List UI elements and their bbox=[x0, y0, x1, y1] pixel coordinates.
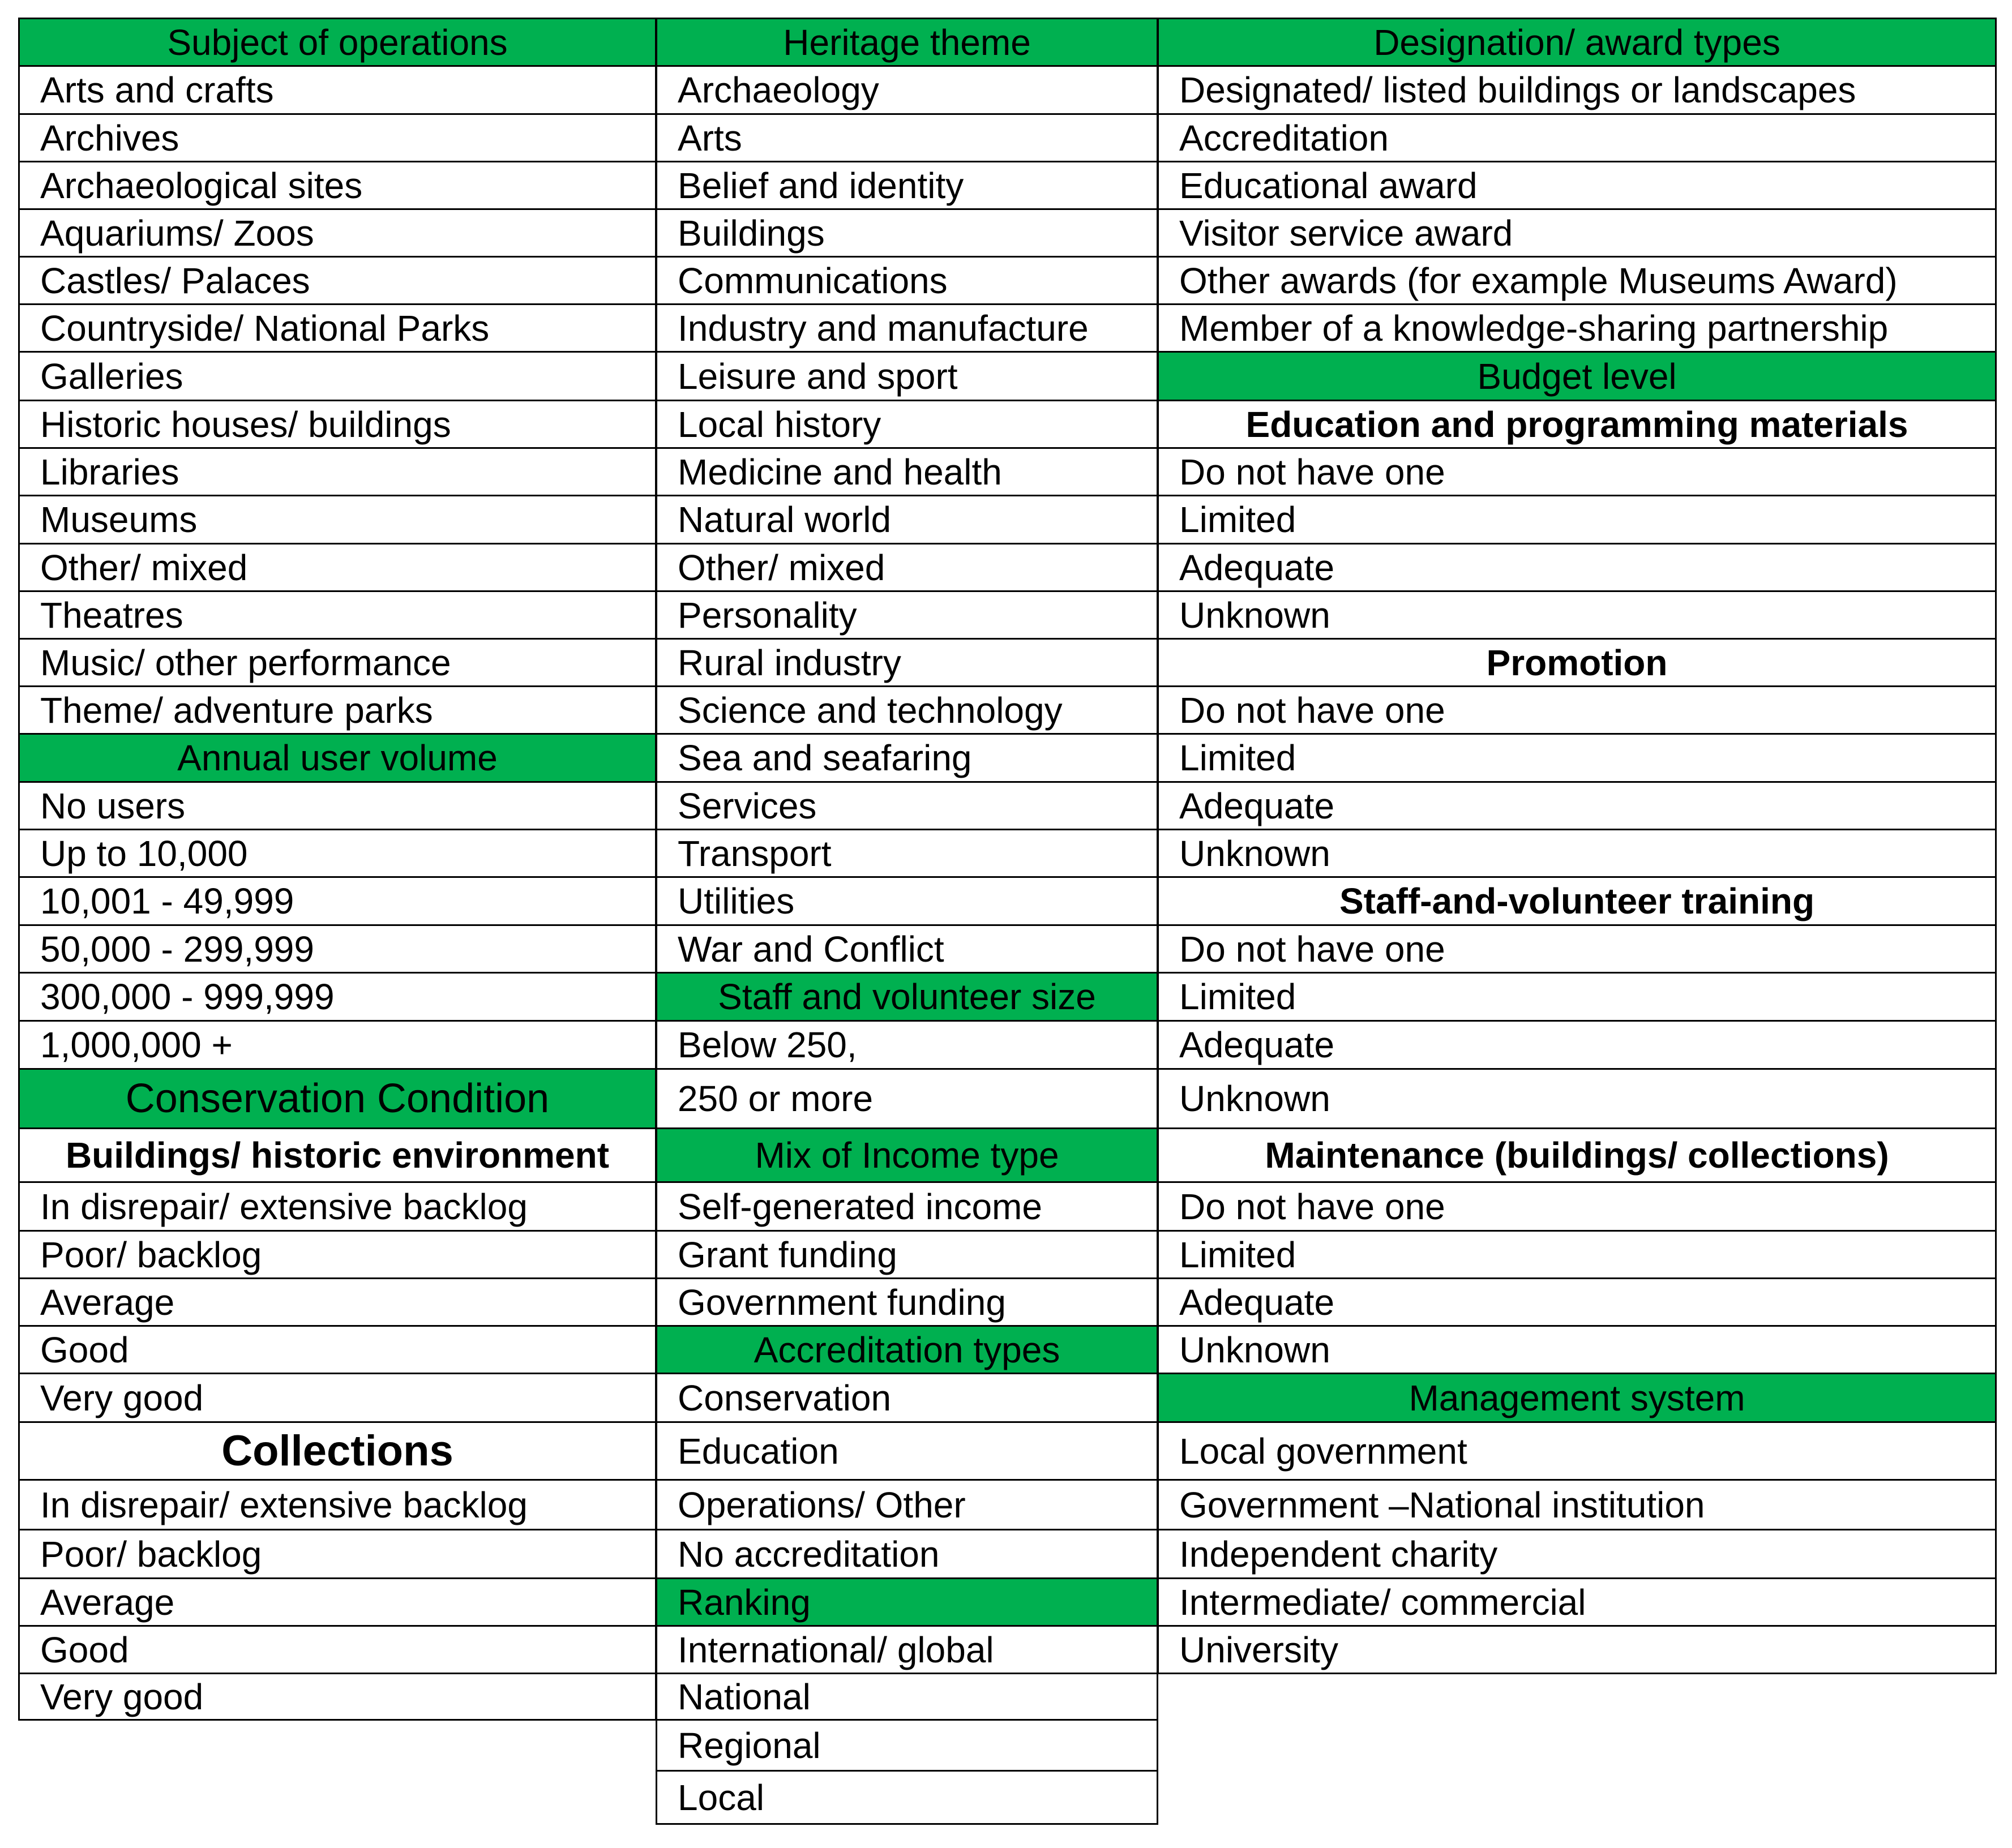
cell-utilities: Utilities bbox=[656, 876, 1158, 926]
cell-services: Services bbox=[656, 781, 1158, 830]
cell-do-not-have-one: Do not have one bbox=[1157, 1181, 1997, 1232]
cell-1-000-000: 1,000,000 + bbox=[18, 1020, 657, 1070]
cell-limited: Limited bbox=[1157, 972, 1997, 1022]
cell-arts-and-crafts: Arts and crafts bbox=[18, 65, 657, 115]
subheader-collections: Collections bbox=[18, 1421, 657, 1481]
section-header-staff-and-volunteer-size: Staff and volunteer size bbox=[656, 972, 1158, 1022]
cell-in-disrepair-extensive-backlog: In disrepair/ extensive backlog bbox=[18, 1181, 657, 1232]
cell-visitor-service-award: Visitor service award bbox=[1157, 208, 1997, 258]
cell-accreditation: Accreditation bbox=[1157, 113, 1997, 162]
section-header-subject-of-operations: Subject of operations bbox=[18, 18, 657, 67]
subheader-education-and-programming-materials: Education and programming materials bbox=[1157, 400, 1997, 449]
cell-belief-and-identity: Belief and identity bbox=[656, 161, 1158, 210]
cell-intermediate-commercial: Intermediate/ commercial bbox=[1157, 1577, 1997, 1627]
cell-conservation: Conservation bbox=[656, 1373, 1158, 1423]
cell-10-001-49-999: 10,001 - 49,999 bbox=[18, 876, 657, 926]
cell-education: Education bbox=[656, 1421, 1158, 1481]
subject-of-operations-column bbox=[18, 19, 657, 1721]
cell-personality: Personality bbox=[656, 590, 1158, 640]
cell-theme-adventure-parks: Theme/ adventure parks bbox=[18, 685, 657, 735]
cell-up-to-10-000: Up to 10,000 bbox=[18, 829, 657, 878]
cell-unknown: Unknown bbox=[1157, 1325, 1997, 1374]
cell-national: National bbox=[656, 1673, 1158, 1721]
section-header-budget-level: Budget level bbox=[1157, 351, 1997, 401]
cell-archaeology: Archaeology bbox=[656, 65, 1158, 115]
cell-50-000-299-999: 50,000 - 299,999 bbox=[18, 924, 657, 974]
cell-other-mixed: Other/ mixed bbox=[656, 543, 1158, 592]
cell-archaeological-sites: Archaeological sites bbox=[18, 161, 657, 210]
designation-column bbox=[1157, 19, 1997, 1674]
section-header-designation-award-types: Designation/ award types bbox=[1157, 18, 1997, 67]
cell-local-government: Local government bbox=[1157, 1421, 1997, 1481]
section-header-accreditation-types: Accreditation types bbox=[656, 1325, 1158, 1374]
cell-theatres: Theatres bbox=[18, 590, 657, 640]
cell-adequate: Adequate bbox=[1157, 1020, 1997, 1070]
cell-castles-palaces: Castles/ Palaces bbox=[18, 256, 657, 305]
cell-rural-industry: Rural industry bbox=[656, 638, 1158, 687]
cell-very-good: Very good bbox=[18, 1373, 657, 1423]
subheader-staff-and-volunteer-training: Staff-and-volunteer training bbox=[1157, 876, 1997, 926]
cell-unknown: Unknown bbox=[1157, 590, 1997, 640]
cell-unknown: Unknown bbox=[1157, 829, 1997, 878]
cell-regional: Regional bbox=[656, 1719, 1158, 1772]
cell-300-000-999-999: 300,000 - 999,999 bbox=[18, 972, 657, 1022]
cell-leisure-and-sport: Leisure and sport bbox=[656, 351, 1158, 401]
cell-limited: Limited bbox=[1157, 733, 1997, 783]
cell-designated-listed-buildings-or-landscapes: Designated/ listed buildings or landscapes bbox=[1157, 65, 1997, 115]
cell-communications: Communications bbox=[656, 256, 1158, 305]
cell-archives: Archives bbox=[18, 113, 657, 162]
cell-poor-backlog: Poor/ backlog bbox=[18, 1529, 657, 1579]
cell-international-global: International/ global bbox=[656, 1625, 1158, 1674]
cell-transport: Transport bbox=[656, 829, 1158, 878]
cell-very-good: Very good bbox=[18, 1673, 657, 1721]
cell-good: Good bbox=[18, 1325, 657, 1374]
cell-average: Average bbox=[18, 1277, 657, 1327]
section-header-management-system: Management system bbox=[1157, 1373, 1997, 1423]
cell-local-history: Local history bbox=[656, 400, 1158, 449]
cell-250-or-more: 250 or more bbox=[656, 1068, 1158, 1129]
cell-industry-and-manufacture: Industry and manufacture bbox=[656, 303, 1158, 353]
cell-galleries: Galleries bbox=[18, 351, 657, 401]
cell-government-national-institution: Government –National institution bbox=[1157, 1479, 1997, 1530]
cell-grant-funding: Grant funding bbox=[656, 1230, 1158, 1279]
cell-do-not-have-one: Do not have one bbox=[1157, 685, 1997, 735]
cell-libraries: Libraries bbox=[18, 447, 657, 496]
cell-medicine-and-health: Medicine and health bbox=[656, 447, 1158, 496]
cell-music-other-performance: Music/ other performance bbox=[18, 638, 657, 687]
cell-average: Average bbox=[18, 1577, 657, 1627]
cell-adequate: Adequate bbox=[1157, 1277, 1997, 1327]
cell-poor-backlog: Poor/ backlog bbox=[18, 1230, 657, 1279]
section-header-heritage-theme: Heritage theme bbox=[656, 18, 1158, 67]
cell-museums: Museums bbox=[18, 495, 657, 544]
cell-unknown: Unknown bbox=[1157, 1068, 1997, 1129]
section-header-ranking: Ranking bbox=[656, 1577, 1158, 1627]
heritage-theme-column bbox=[656, 19, 1158, 1825]
cell-limited: Limited bbox=[1157, 1230, 1997, 1279]
cell-aquariums-zoos: Aquariums/ Zoos bbox=[18, 208, 657, 258]
cell-war-and-conflict: War and Conflict bbox=[656, 924, 1158, 974]
subheader-buildings-historic-environment: Buildings/ historic environment bbox=[18, 1127, 657, 1183]
cell-educational-award: Educational award bbox=[1157, 161, 1997, 210]
cell-do-not-have-one: Do not have one bbox=[1157, 924, 1997, 974]
subheader-promotion: Promotion bbox=[1157, 638, 1997, 687]
cell-no-accreditation: No accreditation bbox=[656, 1529, 1158, 1579]
section-header-mix-of-income-type: Mix of Income type bbox=[656, 1127, 1158, 1183]
subheader-maintenance-buildings-collections: Maintenance (buildings/ collections) bbox=[1157, 1127, 1997, 1183]
cell-sea-and-seafaring: Sea and seafaring bbox=[656, 733, 1158, 783]
cell-university: University bbox=[1157, 1625, 1997, 1674]
cell-countryside-national-parks: Countryside/ National Parks bbox=[18, 303, 657, 353]
cell-self-generated-income: Self-generated income bbox=[656, 1181, 1158, 1232]
cell-historic-houses-buildings: Historic houses/ buildings bbox=[18, 400, 657, 449]
cell-in-disrepair-extensive-backlog: In disrepair/ extensive backlog bbox=[18, 1479, 657, 1530]
cell-no-users: No users bbox=[18, 781, 657, 830]
cell-science-and-technology: Science and technology bbox=[656, 685, 1158, 735]
cell-do-not-have-one: Do not have one bbox=[1157, 447, 1997, 496]
cell-operations-other: Operations/ Other bbox=[656, 1479, 1158, 1530]
cell-member-of-a-knowledge-sharing-partnership: Member of a knowledge-sharing partnership bbox=[1157, 303, 1997, 353]
cell-adequate: Adequate bbox=[1157, 543, 1997, 592]
cell-below-250: Below 250, bbox=[656, 1020, 1158, 1070]
cell-other-mixed: Other/ mixed bbox=[18, 543, 657, 592]
cell-good: Good bbox=[18, 1625, 657, 1674]
cell-government-funding: Government funding bbox=[656, 1277, 1158, 1327]
cell-local: Local bbox=[656, 1770, 1158, 1825]
section-header-conservation-condition: Conservation Condition bbox=[18, 1068, 657, 1129]
cell-adequate: Adequate bbox=[1157, 781, 1997, 830]
cell-natural-world: Natural world bbox=[656, 495, 1158, 544]
section-header-annual-user-volume: Annual user volume bbox=[18, 733, 657, 783]
cell-buildings: Buildings bbox=[656, 208, 1158, 258]
cell-independent-charity: Independent charity bbox=[1157, 1529, 1997, 1579]
cell-limited: Limited bbox=[1157, 495, 1997, 544]
cell-other-awards-for-example-museums-award: Other awards (for example Museums Award) bbox=[1157, 256, 1997, 305]
cell-arts: Arts bbox=[656, 113, 1158, 162]
